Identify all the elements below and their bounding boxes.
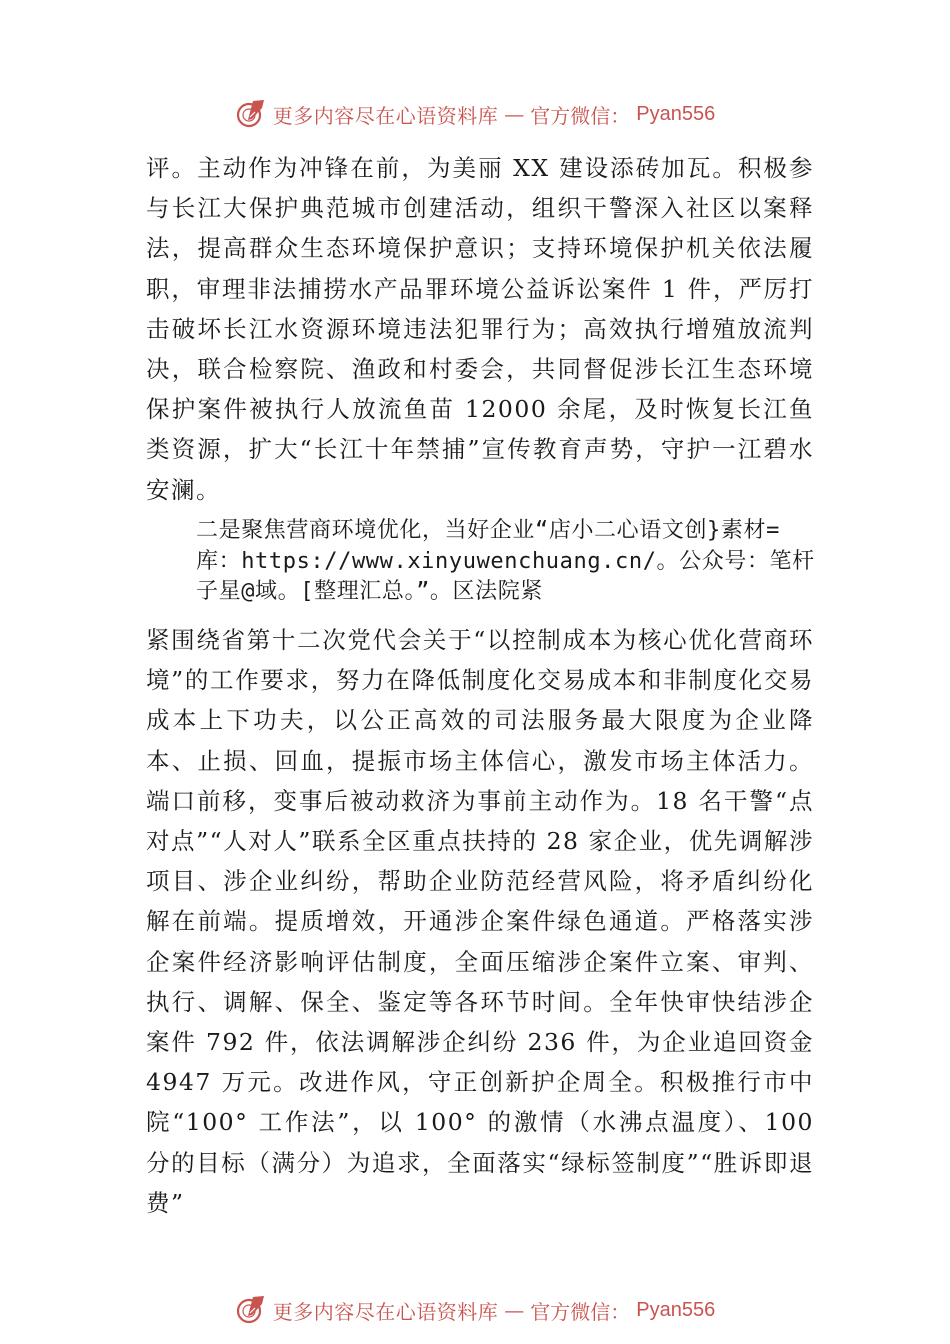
banner-separator: —: [504, 1298, 525, 1322]
body-paragraph-1: 评。主动作为冲锋在前，为美丽 XX 建设添砖加瓦。积极参与长江大保护典范城市创建活动，组织干警深入社区以案释法，提高群众生态环境保护意识；支持环境保护机关依法履职，审理非法捕捞水产品罪环境公益诉讼案件 1 件，严厉打击破坏长江水资源环境违法犯罪行为；高效执行增殖放流判决，联合检察院、渔政和村委会，共同督促涉长江生态环境保护案件被执行人放流鱼苗 12000 余尾，及时恢复长江鱼类资源，扩大“长江十年禁捕”宣传教育声势，守护一江碧水安澜。: [146, 154, 814, 504]
footer-banner: [0, 1290, 950, 1330]
body-paragraph-3: 紧围绕省第十二次党代会关于“以控制成本为核心优化营商环境”的工作要求，努力在降低制度化交易成本和非制度化交易成本上下功夫，以公正高效的司法服务最大限度为企业降本、止损、回血，提振市场主体信心，激发市场主体活力。端口前移，变事后被动救济为事前主动作为。18 名干警“点对点”“人对人”联系全区重点扶持的 28 家企业，优先调解涉项目、涉企业纠纷，帮助企业防范经营风险，将矛盾纠纷化解在前端。提质增效，开通涉企案件绿色通道。严格落实涉企案件经济影响评估制度，全面压缩涉企案件立案、审判、执行、调解、保全、鉴定等各环节时间。全年快审快结涉企案件 792 件，依法调解涉企纠纷 236 件，为企业追回资金 4947 万元。改进作风，守正创新护企周全。积极推行市中院“100° 工作法”，以 100° 的激情（水沸点温度）、100 分的目标（满分）为追求，全面落实“绿标签制度”“胜诉即退费”: [146, 626, 814, 1217]
banner-wechat-label: 官方微信：: [530, 1299, 631, 1324]
body-paragraph-2: 二是聚焦营商环境优化，当好企业“店小二心语文创}素材=库：https://www.xinyuwenchuang.cn/。公众号：笔杆子星@域。[整理汇总。”。区法院紧: [196, 518, 815, 604]
pen-logo-icon: [235, 1294, 267, 1326]
header-banner: [0, 94, 950, 134]
pen-logo-icon: [235, 98, 267, 130]
banner-wechat-id: Pyan556: [636, 102, 716, 125]
banner-title: 更多内容尽在心语资料库: [272, 103, 499, 128]
banner-wechat-label: 官方微信：: [530, 103, 631, 128]
banner-title: 更多内容尽在心语资料库: [272, 1299, 499, 1324]
banner-wechat-id: Pyan556: [636, 1298, 716, 1321]
banner-separator: —: [504, 102, 525, 126]
